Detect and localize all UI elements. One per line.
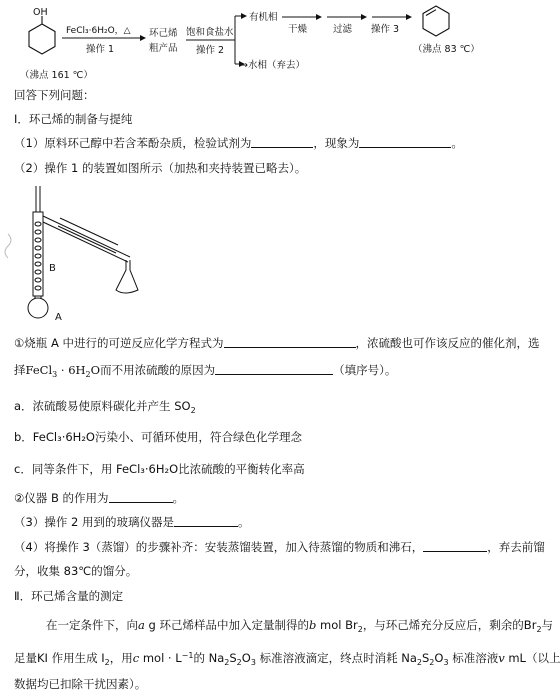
section-1-heading: Ⅰ．环己烯的制备与提纯 xyxy=(14,112,133,126)
aqueous-phase-label: →水相（弃去） xyxy=(240,60,305,71)
brine-label: 饱和食盐水 xyxy=(186,27,234,38)
distillation-apparatus-figure xyxy=(0,182,160,322)
question-4-cont: 分，收集 83℃的馏分。 xyxy=(14,564,138,578)
bp-start-label: （沸点 161 ℃） xyxy=(20,70,93,81)
measurement-paragraph-line-2: 足量KI 作用生成 $I_2$，用c mol · $L^{-1}$的 $Na_2S_2O_3$ 标准溶液滴定，终点时消耗 $Na_2S_2O_3$ 标准溶液v mL（以上 xyxy=(14,651,560,667)
answer-blank[interactable] xyxy=(251,136,313,148)
measurement-paragraph-line-1: 在一定条件下，向a g 环己烯样品中加入定量制得的b mol $Br_2$，与环己烯充分反应后，剩余的$Br_2$与 xyxy=(46,618,554,634)
question-2-1-cont: 择FeCl$_3$ · $6H_2O$而不用浓硫酸的原因为 （填序号）。 xyxy=(14,363,397,379)
answer-blank[interactable] xyxy=(359,136,451,148)
question-2-1: ①烧瓶 A 中进行的可逆反应化学方程式为 ，浓硫酸也可作该反应的催化剂，选 xyxy=(14,336,540,350)
dry-label: 干燥 xyxy=(288,24,308,35)
measurement-paragraph-line-3: 数据均已扣除干扰因素）。 xyxy=(14,677,147,691)
section-2-heading: Ⅱ．环己烯含量的测定 xyxy=(14,589,124,603)
cyclohexene-structure xyxy=(423,6,449,36)
column-packing xyxy=(35,222,41,290)
label-a: A xyxy=(55,312,62,323)
answer-blank[interactable] xyxy=(224,336,356,348)
reagent-label: FeCl₃·6H₂O，△ xyxy=(66,26,131,36)
organic-phase-label: 有机相 xyxy=(249,12,278,23)
bp-end-label: （沸点 83 ℃） xyxy=(413,44,480,55)
op2-label: 操作 2 xyxy=(196,45,225,56)
question-3: （3）操作 2 用到的玻璃仪器是 。 xyxy=(14,515,250,529)
oh-label: OH xyxy=(33,7,48,18)
op3-label: 操作 3 xyxy=(371,24,400,35)
answer-blank[interactable] xyxy=(423,540,487,552)
crude-label-2: 粗产品 xyxy=(149,43,178,54)
answer-blank[interactable] xyxy=(215,363,333,375)
question-1: （1）原料环己醇中若含苯酚杂质，检验试剂为 ，现象为 。 xyxy=(14,136,463,150)
label-b: B xyxy=(49,263,56,274)
intro-text: 回答下列问题： xyxy=(14,88,95,102)
option-c: c．同等条件下，用 FeCl₃·6H₂O比浓硫酸的平衡转化率高 xyxy=(14,462,305,476)
crude-label-1: 环己烯 xyxy=(149,28,178,39)
answer-blank[interactable] xyxy=(174,515,238,527)
answer-blank[interactable] xyxy=(109,491,173,503)
question-4: （4）将操作 3（蒸馏）的步骤补齐：安装蒸馏装置，加入待蒸馏的物质和沸石， ，弃去前馏 xyxy=(14,540,545,554)
question-2: （2）操作 1 的装置如图所示（加热和夹持装置已略去）。 xyxy=(14,161,307,175)
option-a: a．浓硫酸易使原料碳化并产生 $SO_2$ xyxy=(14,399,196,415)
op1-label: 操作 1 xyxy=(86,44,115,55)
option-b: b．FeCl₃·6H₂O污染小、可循环使用，符合绿色化学理念 xyxy=(14,430,302,444)
filter-label: 过滤 xyxy=(333,24,353,35)
reaction-scheme xyxy=(0,0,554,90)
cyclohexanol-structure xyxy=(29,16,55,54)
question-2-2: ②仪器 B 的作用为 。 xyxy=(14,491,185,505)
